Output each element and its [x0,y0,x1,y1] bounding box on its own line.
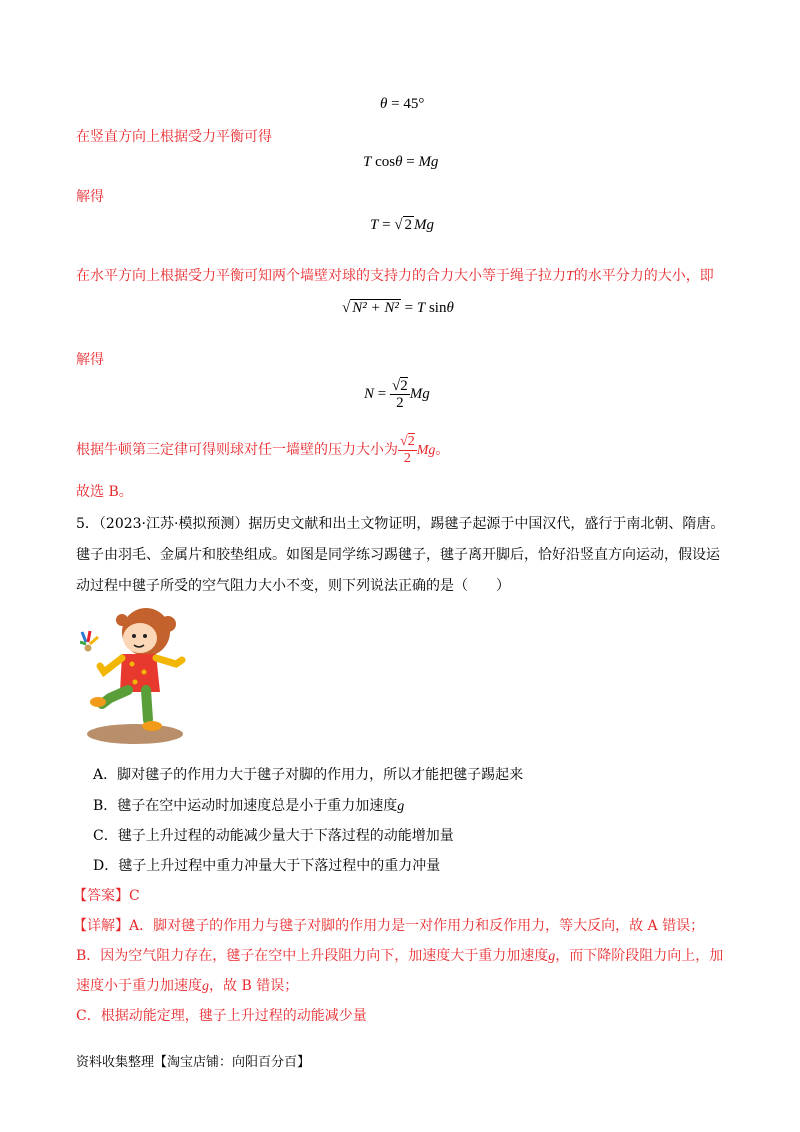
eq-equals: = [382,217,391,233]
fraction [390,378,410,411]
equation-tension [370,216,434,234]
option-d: D．毽子上升过程中重力冲量大于下落过程中的重力冲量 [93,858,441,874]
detail-line-3 [76,976,298,997]
eq-equals: = [406,154,415,170]
question-line-3: 动过程中毽子所受的空气阻力大小不变，则下列说法正确的是（ ） [76,578,510,594]
eq-theta: θ [446,300,454,316]
eq-var-n: N [364,385,375,402]
detail-var-g: g [548,949,556,964]
detail-text-pre: 速度小于重力加速度 [76,978,202,994]
fraction-denominator: 2 [396,395,404,411]
eq-cos: cos [375,154,396,170]
text-newton-third [76,432,449,469]
fraction-numerator: √2 [400,433,415,449]
text-post: 的水平分力的大小，即 [573,268,714,284]
equation-theta [380,96,424,113]
shuttlecock-icon [80,631,98,652]
answer-label: 【答案】C [73,888,140,904]
sqrt-symbol: √ 2 [394,217,413,233]
eq-mg: Mg [418,154,439,170]
eq-theta: θ [395,154,403,170]
eq-mg: Mg [409,385,430,402]
fraction [398,434,417,467]
radicand: 2 [400,378,408,394]
text-var-t: T [566,269,574,284]
girl-kicking-shuttlecock-image [80,602,190,747]
text-solve-1: 解得 [76,189,104,205]
text-solve-2: 解得 [76,352,104,368]
detail-line-4: C．根据动能定理，毽子上升过程的动能减少量 [76,1008,367,1024]
eq-var-t: T [416,300,426,316]
eq-theta-value: = 45° [391,96,425,112]
detail-var-g: g [202,979,209,994]
eq-var-t: T [370,217,379,233]
text-post: 。 [435,442,450,458]
text-pre: 在水平方向上根据受力平衡可知两个墙壁对球的支持力的合力大小等于绳子拉力 [76,268,566,284]
question-line-1: 5．（2023·江苏·模拟预测）据历史文献和出土文物证明，踢毽子起源于中国汉代，盛行于南北朝、隋唐。 [76,516,725,532]
option-c: C．毽子上升过程的动能减少量大于下落过程的动能增加量 [93,828,454,844]
text-horizontal-balance [76,266,714,287]
equation-normal-force [364,378,430,411]
detail-text-pre: B．因为空气阻力存在，毽子在空中上升段阻力向下，加速度大于重力加速度 [76,948,549,964]
footer-source: 资料收集整理【淘宝店铺：向阳百分百】 [76,1055,311,1070]
detail-line-2 [76,946,723,967]
fraction-denominator: 2 [403,450,411,466]
option-b-var-g: g [397,799,405,814]
option-b-text: B．毽子在空中运动时加速度总是小于重力加速度 [93,798,398,814]
option-a: A．脚对毽子的作用力大于毽子对脚的作用力，所以才能把毽子踢起来 [93,767,524,783]
radicand: 2 [407,433,415,449]
detail-line-1: 【详解】A．脚对毽子的作用力与毽子对脚的作用力是一对作用力和反作用力，等大反向，故 A 错误； [73,918,705,934]
detail-text-post: ，故 B 错误； [209,978,299,994]
eq-mg: Mg [414,217,435,233]
sqrt-symbol: √ N² + N² [342,300,399,316]
option-b [93,796,404,817]
question-line-2: 毽子由羽毛、金属片和胶垫组成。如图是同学练习踢毽子，毽子离开脚后，恰好沿竖直方向运动，假设运 [76,547,720,563]
fraction-numerator: √2 [391,378,408,394]
eq-equals: = [404,300,414,316]
eq-var-t: T [363,154,372,170]
text-pre: 根据牛顿第三定律可得则球对任一墙壁的压力大小为 [76,442,398,458]
equation-vertical [363,154,438,171]
radicand: N² + N² [352,300,399,316]
text-mg: Mg [416,443,436,458]
text-choose-b: 故选 B。 [76,484,133,500]
eq-sin: sin [428,300,447,316]
radicand: 2 [404,217,413,233]
eq-equals: = [377,385,387,402]
equation-horizontal [342,299,454,317]
detail-text-post: ，而下降阶段阻力向上，加 [555,948,724,964]
eq-theta: θ [380,96,388,112]
text-vertical-balance: 在竖直方向上根据受力平衡可得 [76,129,272,145]
